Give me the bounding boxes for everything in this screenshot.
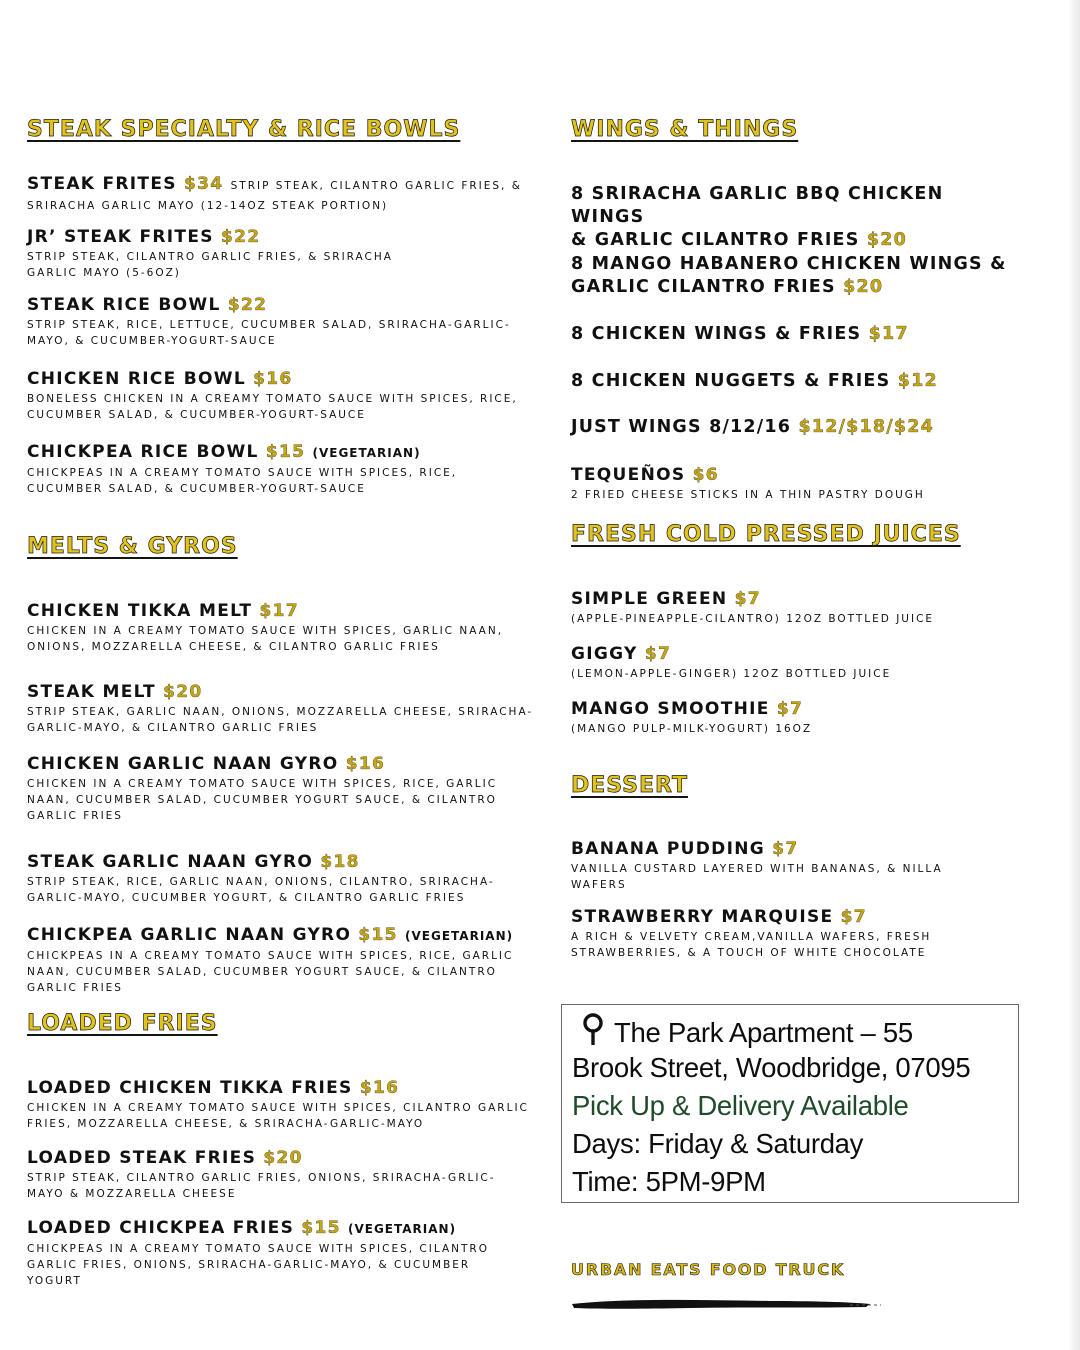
item-desc: ONIONS, MOZZARELLA CHEESE, & CILANTRO GARLIC FRIES: [27, 641, 440, 653]
location-pin-icon: [580, 1013, 606, 1045]
item-desc: CHICKEN IN A CREAMY TOMATO SAUCE WITH SPICES, GARLIC NAAN,: [27, 625, 504, 637]
section-title-wings: WINGS & THINGS: [571, 117, 799, 142]
section-title-melts: MELTS & GYROS: [27, 534, 238, 559]
item-desc: CHICKEN IN A CREAMY TOMATO SAUCE WITH SPICES, CILANTRO GARLIC: [27, 1102, 529, 1114]
section-title-fries: LOADED FRIES: [27, 1011, 218, 1036]
item-price: $16: [359, 1078, 400, 1098]
item-name: CHICKEN TIKKA MELT: [27, 601, 253, 621]
item-desc: CHICKEN IN A CREAMY TOMATO SAUCE WITH SPICES, RICE, GARLIC: [27, 778, 498, 790]
item-desc: CHICKPEAS IN A CREAMY TOMATO SAUCE WITH SPICES, RICE, GARLIC: [27, 950, 514, 962]
item-desc: WAFERS: [571, 879, 627, 891]
item-price: $7: [772, 839, 799, 859]
item-desc: 2 FRIED CHEESE STICKS IN A THIN PASTRY DOUGH: [571, 489, 925, 501]
item-price: $16: [253, 369, 293, 389]
menu-item: [27, 851, 495, 906]
item-desc: FRIES, MOZZARELLA CHEESE, & SRIRACHA-GARLIC-MAYO: [27, 1118, 425, 1130]
menu-item: [571, 323, 909, 346]
menu-item: [27, 441, 457, 497]
item-name: MANGO SMOOTHIE: [571, 699, 770, 719]
item-name: 8 MANGO HABANERO CHICKEN WINGS &: [571, 254, 1007, 274]
item-price: $7: [644, 644, 672, 664]
item-price: $17: [868, 324, 909, 344]
menu-item: [27, 1077, 529, 1132]
item-desc: CUCUMBER SALAD, & CUCUMBER-YOGURT-SAUCE: [27, 409, 366, 421]
pickup-delivery-line: Pick Up & Delivery Available: [572, 1090, 909, 1121]
item-name: STEAK MELT: [27, 682, 156, 702]
address-text-1: The Park Apartment – 55: [614, 1017, 913, 1048]
item-desc: (APPLE-PINEAPPLE-CILANTRO) 12OZ BOTTLED JUICE: [571, 613, 935, 625]
item-desc: BONELESS CHICKEN IN A CREAMY TOMATO SAUCE WITH SPICES, RICE,: [27, 393, 518, 405]
item-desc: (LEMON-APPLE-GINGER) 12OZ BOTTLED JUICE: [571, 668, 892, 680]
menu-item: [571, 838, 943, 893]
address-line-2: Brook Street, Woodbridge, 07095: [572, 1052, 971, 1083]
menu-item: [27, 924, 513, 996]
item-desc: MAYO & MOZZARELLA CHEESE: [27, 1188, 237, 1200]
item-desc: STRIP STEAK, GARLIC NAAN, ONIONS, MOZZARELLA CHEESE, SRIRACHA-: [27, 706, 534, 718]
menu-item: [571, 370, 938, 393]
item-name: 8 SRIRACHA GARLIC BBQ CHICKEN WINGS: [571, 184, 944, 227]
item-name: 8 CHICKEN NUGGETS & FRIES: [571, 371, 891, 391]
info-box: [561, 1004, 1019, 1203]
item-price: $12/$18/$24: [798, 417, 935, 437]
menu-item: [27, 753, 497, 824]
item-price: $16: [345, 754, 386, 774]
item-price: $34: [184, 174, 224, 194]
item-name: & GARLIC CILANTRO FRIES: [571, 230, 860, 250]
item-name: CHICKPEA GARLIC NAAN GYRO: [27, 925, 352, 945]
section-title-steak: STEAK SPECIALTY & RICE BOWLS: [27, 117, 461, 142]
item-price: $22: [227, 295, 268, 315]
item-price: $15: [265, 442, 306, 462]
section-title-juices: FRESH COLD PRESSED JUICES: [571, 522, 961, 547]
item-desc: GARLIC-MAYO, & CILANTRO GARLIC FRIES: [27, 722, 319, 734]
item-desc: NAAN, CUCUMBER SALAD, CUCUMBER YOGURT SAUCE, & CILANTRO: [27, 966, 497, 978]
item-name: 8 CHICKEN WINGS & FRIES: [571, 324, 862, 344]
item-name: SIMPLE GREEN: [571, 589, 728, 609]
item-desc: CHICKPEAS IN A CREAMY TOMATO SAUCE WITH SPICES, CILANTRO: [27, 1243, 489, 1255]
item-desc: GARLIC FRIES: [27, 810, 123, 822]
item-name: TEQUEÑOS: [571, 465, 686, 485]
item-price: $15: [301, 1218, 341, 1238]
item-price: $22: [221, 227, 261, 247]
item-name: CHICKPEA RICE BOWL: [27, 442, 259, 462]
item-price: $18: [320, 852, 360, 872]
item-name: GARLIC CILANTRO FRIES: [571, 277, 836, 297]
item-desc: VANILLA CUSTARD LAYERED WITH BANANAS, & NILLA: [571, 863, 943, 875]
menu-item: [27, 600, 503, 655]
item-price: $17: [259, 601, 299, 621]
item-desc: GARLIC FRIES, ONIONS, SRIRACHA-GARLIC-MAYO, & CUCUMBER: [27, 1259, 471, 1271]
item-desc: NAAN, CUCUMBER SALAD, CUCUMBER YOGURT SAUCE, & CILANTRO: [27, 794, 497, 806]
item-desc: GARLIC FRIES: [27, 982, 123, 994]
item-price: $12: [897, 371, 938, 391]
item-name: STEAK FRITES: [27, 174, 177, 194]
item-price: $20: [263, 1148, 303, 1168]
vegetarian-tag: (VEGETARIAN): [347, 1222, 457, 1236]
menu-item: [27, 1147, 496, 1202]
item-desc: STRIP STEAK, RICE, GARLIC NAAN, ONIONS, CILANTRO, SRIRACHA-: [27, 876, 495, 888]
item-price: $15: [358, 925, 398, 945]
item-desc: STRAWBERRIES, & A TOUCH OF WHITE CHOCOLATE: [571, 947, 927, 959]
item-name: LOADED STEAK FRIES: [27, 1148, 257, 1168]
menu-item: [27, 368, 518, 423]
menu-item: [571, 416, 934, 439]
item-name: GIGGY: [571, 644, 638, 664]
item-desc: STRIP STEAK, CILANTRO GARLIC FRIES, ONIONS, SRIRACHA-GRLIC-: [27, 1172, 496, 1184]
item-desc: A RICH & VELVETY CREAM,VANILLA WAFERS, FRESH: [571, 931, 932, 943]
item-name: STEAK GARLIC NAAN GYRO: [27, 852, 314, 872]
item-name: STRAWBERRY MARQUISE: [571, 907, 834, 927]
menu-item: [27, 294, 511, 349]
menu-item: [27, 226, 393, 281]
address-line-1: [580, 1013, 913, 1049]
item-name: CHICKEN RICE BOWL: [27, 369, 246, 389]
item-desc: YOGURT: [27, 1275, 82, 1287]
item-desc: SRIRACHA GARLIC MAYO (12-14OZ STEAK PORTION): [27, 200, 389, 212]
menu-item: [571, 464, 925, 503]
item-name: BANANA PUDDING: [571, 839, 765, 859]
item-price: $7: [734, 589, 761, 609]
item-name: JR’ STEAK FRITES: [27, 227, 214, 247]
item-desc: STRIP STEAK, RICE, LETTUCE, CUCUMBER SALAD, SRIRACHA-GARLIC-: [27, 319, 511, 331]
item-name: JUST WINGS 8/12/16: [571, 417, 792, 437]
menu-item: [27, 173, 522, 214]
vegetarian-tag: (VEGETARIAN): [405, 929, 514, 943]
item-name: LOADED CHICKEN TIKKA FRIES: [27, 1078, 353, 1098]
item-desc: GARLIC MAYO (5-6OZ): [27, 267, 181, 279]
section-title-dessert: DESSERT: [571, 773, 688, 798]
menu-item: [571, 253, 1007, 299]
item-name: CHICKEN GARLIC NAAN GYRO: [27, 754, 339, 774]
brand-name: URBAN EATS FOOD TRUCK: [571, 1260, 846, 1279]
item-inline-desc: STRIP STEAK, CILANTRO GARLIC FRIES, &: [230, 180, 522, 192]
item-name: LOADED CHICKPEA FRIES: [27, 1218, 295, 1238]
menu-item: [571, 643, 891, 682]
item-desc: CHICKPEAS IN A CREAMY TOMATO SAUCE WITH SPICES, RICE,: [27, 467, 458, 479]
menu-item: [571, 698, 812, 737]
page-edge-shadow: [1068, 0, 1080, 1350]
item-desc: (MANGO PULP-MILK-YOGURT) 16OZ: [571, 723, 813, 735]
item-desc: MAYO, & CUCUMBER-YOGURT-SAUCE: [27, 335, 277, 347]
item-desc: CUCUMBER SALAD, & CUCUMBER-YOGURT-SAUCE: [27, 483, 366, 495]
item-name: STEAK RICE BOWL: [27, 295, 221, 315]
vegetarian-tag: (VEGETARIAN): [312, 446, 421, 460]
menu-item: [27, 1217, 489, 1289]
item-price: $6: [692, 465, 719, 485]
menu-item: [571, 906, 931, 961]
days-line: Days: Friday & Saturday: [572, 1128, 864, 1159]
item-price: $20: [163, 682, 203, 702]
brush-stroke-divider: [570, 1296, 882, 1312]
item-price: $20: [843, 277, 884, 297]
item-price: $7: [776, 699, 804, 719]
item-desc: STRIP STEAK, CILANTRO GARLIC FRIES, & SRIRACHA: [27, 251, 393, 263]
time-line: Time: 5PM-9PM: [572, 1166, 766, 1197]
menu-item: [27, 681, 533, 736]
item-price: $20: [866, 230, 907, 250]
menu-item: [571, 183, 1011, 252]
item-desc: GARLIC-MAYO, CUCUMBER YOGURT, & CILANTRO GARLIC FRIES: [27, 892, 466, 904]
item-price: $7: [840, 907, 867, 927]
menu-item: [571, 588, 934, 627]
